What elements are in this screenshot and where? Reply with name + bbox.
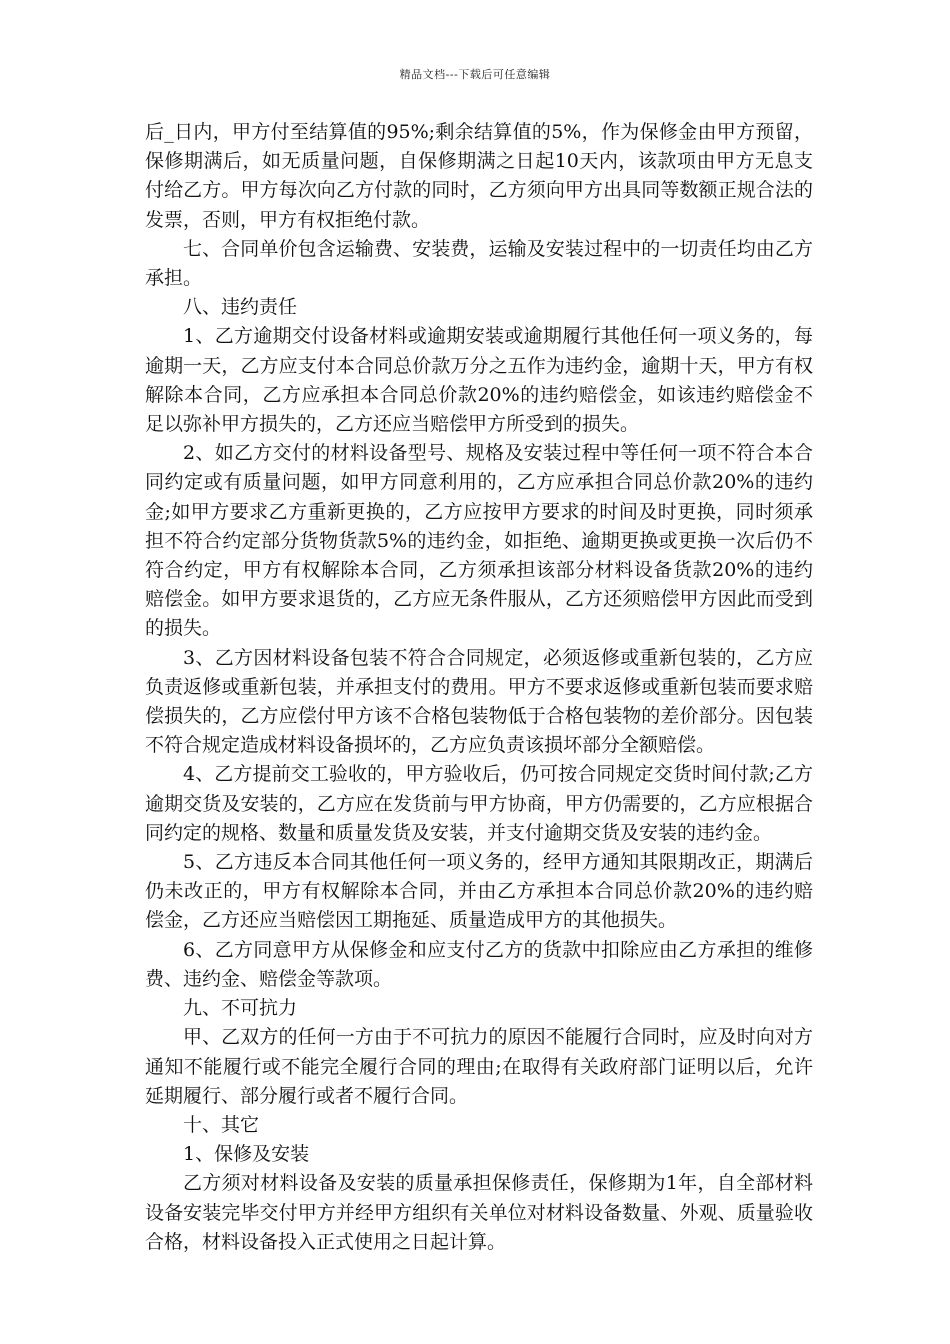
document-body xyxy=(145,118,813,1257)
paragraph-payment-terms: 后_日内，甲方付至结算值的95%;剩余结算值的5%，作为保修金由甲方预留，保修期满后，如无质量问题，自保修期满之日起10天内，该款项由甲方无息支付给乙方。甲方每次向乙方付款的同时，乙方须向甲方出具同等数额正规合法的发票，否则，甲方有权拒绝付款。 xyxy=(145,121,813,231)
page-header: 精品文档---下载后可任意编辑 xyxy=(399,68,551,81)
clause-7: 七、合同单价包含运输费、安装费，运输及安装过程中的一切责任均由乙方承担。 xyxy=(145,237,813,290)
breach-item-5: 5、乙方违反本合同其他任何一项义务的，经甲方通知其限期改正，期满后仍未改正的，甲方有权解除本合同，并由乙方承担本合同总价款20%的违约赔偿金，乙方还应当赔偿因工期拖延、质量造成甲方的其他损失。 xyxy=(145,851,813,932)
breach-item-2: 2、如乙方交付的材料设备型号、规格及安装过程中等任何一项不符合本合同约定或有质量问题，如甲方同意利用的，乙方应承担合同总价款20%的违约金;如甲方要求乙方重新更换的，乙方应按甲方要求的时间及时更换，同时须承担不符合约定部分货物货款5%的违约金，如拒绝、逾期更换或更换一次后仍不符合约定，甲方有权解除本合同，乙方须承担该部分材料设备货款20%的违约赔偿金。如甲方要求退货的，乙方应无条件服从，乙方还须赔偿甲方因此而受到的损失。 xyxy=(145,442,813,640)
section-heading-force-majeure: 九、不可抗力 xyxy=(183,997,298,1020)
breach-item-3: 3、乙方因材料设备包装不符合合同规定，必须返修或重新包装的，乙方应负责返修或重新包装，并承担支付的费用。甲方不要求返修或重新包装而要求赔偿损失的，乙方应偿付甲方该不合格包装物低于合格包装物的差价部分。因包装不符合规定造成材料设备损坏的，乙方应负责该损坏部分全额赔偿。 xyxy=(145,646,813,757)
breach-item-1: 1、乙方逾期交付设备材料或逾期安装或逾期履行其他任何一项义务的，每逾期一天，乙方应支付本合同总价款万分之五作为违约金，逾期十天，甲方有权解除本合同，乙方应承担本合同总价款20%的违约赔偿金，如该违约赔偿金不足以弥补甲方损失的，乙方还应当赔偿甲方所受到的损失。 xyxy=(145,325,813,436)
section-heading-other: 十、其它 xyxy=(183,1113,260,1136)
breach-item-6: 6、乙方同意甲方从保修金和应支付乙方的货款中扣除应由乙方承担的维修费、违约金、赔偿金等款项。 xyxy=(145,938,813,990)
section-heading-breach: 八、违约责任 xyxy=(183,296,298,319)
warranty-text: 乙方须对材料设备及安装的质量承担保修责任，保修期为1年，自全部材料设备安装完毕交付甲方并经甲方组织有关单位对材料设备数量、外观、质量验收合格，材料设备投入正式使用之日起计算。 xyxy=(145,1172,813,1253)
subheading-warranty: 1、保修及安装 xyxy=(183,1143,310,1166)
breach-item-4: 4、乙方提前交工验收的，甲方验收后，仍可按合同规定交货时间付款;乙方逾期交货及安装的，乙方应在发货前与甲方协商，甲方仍需要的，乙方应根据合同约定的规格、数量和质量发货及安装，并支付逾期交货及安装的违约金。 xyxy=(145,763,813,844)
force-majeure-text: 甲、乙双方的任何一方由于不可抗力的原因不能履行合同时，应及时向对方通知不能履行或不能完全履行合同的理由;在取得有关政府部门证明以后，允许延期履行、部分履行或者不履行合同。 xyxy=(145,1026,813,1107)
